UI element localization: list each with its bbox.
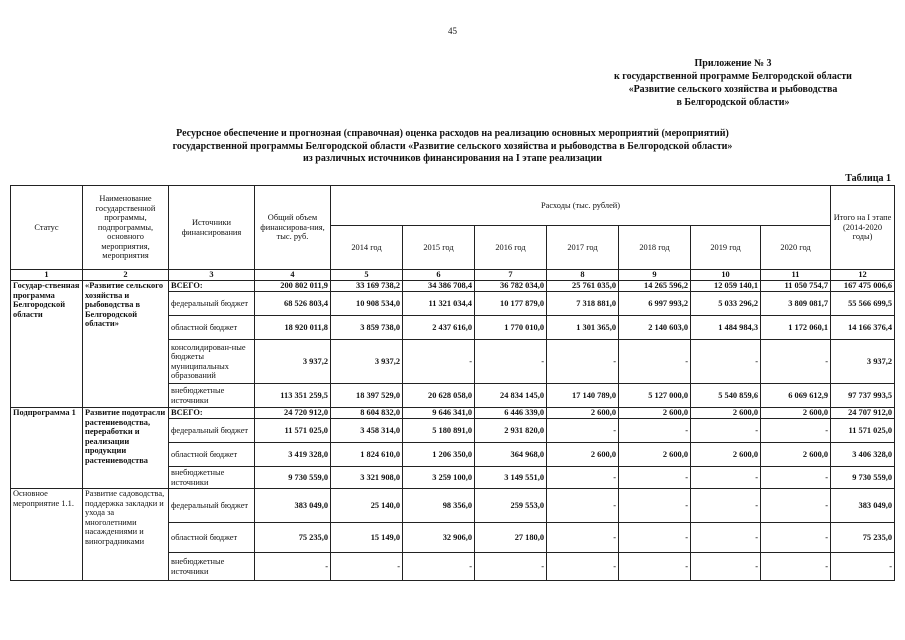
source-cell: федеральный бюджет [169, 292, 255, 316]
appendix-line-3: «Развитие сельского хозяйства и рыбоводства [628, 84, 838, 95]
stage-total-cell: 97 737 993,5 [831, 384, 895, 408]
column-number: 6 [403, 270, 475, 281]
year-value-cell: 17 140 789,0 [547, 384, 619, 408]
year-value-cell: - [619, 523, 691, 553]
year-value-cell: 3 458 314,0 [331, 419, 403, 443]
year-value-cell: 1 824 610,0 [331, 443, 403, 467]
year-value-cell: 1 172 060,1 [761, 316, 831, 340]
header-stage-total: Итого на I этапе (2014-2020 годы) [831, 186, 895, 270]
year-value-cell: 34 386 708,4 [403, 281, 475, 292]
year-value-cell: 10 177 879,0 [475, 292, 547, 316]
title-line-1: Ресурсное обеспечение и прогнозная (справочная) оценка расходов на реализацию основных мероприятий (мероприятий) [176, 128, 729, 139]
year-value-cell: 98 356,0 [403, 489, 475, 523]
total-cell: 383 049,0 [255, 489, 331, 523]
year-value-cell: 8 604 832,0 [331, 408, 403, 419]
table-row [11, 281, 895, 292]
column-number: 12 [831, 270, 895, 281]
year-value-cell: - [761, 467, 831, 489]
year-value-cell: 3 937,2 [331, 340, 403, 384]
table-row [11, 408, 895, 419]
year-value-cell: - [761, 340, 831, 384]
year-value-cell: 2 437 616,0 [403, 316, 475, 340]
page-number: 45 [448, 26, 457, 36]
source-cell: внебюджетные источники [169, 553, 255, 581]
header-year: 2016 год [475, 226, 547, 270]
stage-total-cell: 9 730 559,0 [831, 467, 895, 489]
year-value-cell: - [761, 523, 831, 553]
appendix-heading [583, 57, 883, 109]
year-value-cell: - [619, 340, 691, 384]
year-value-cell: - [547, 523, 619, 553]
total-cell: - [255, 553, 331, 581]
stage-total-cell: 11 571 025,0 [831, 419, 895, 443]
column-number: 7 [475, 270, 547, 281]
stage-total-cell: 24 707 912,0 [831, 408, 895, 419]
source-cell: федеральный бюджет [169, 419, 255, 443]
header-source: Источники финансирования [169, 186, 255, 270]
source-cell: внебюджетные источники [169, 467, 255, 489]
stage-total-cell: 3 937,2 [831, 340, 895, 384]
year-value-cell: - [761, 553, 831, 581]
stage-total-cell: 55 566 699,5 [831, 292, 895, 316]
year-value-cell: 2 600,0 [761, 408, 831, 419]
year-value-cell: 364 968,0 [475, 443, 547, 467]
year-value-cell: 6 997 993,2 [619, 292, 691, 316]
year-value-cell: - [403, 340, 475, 384]
year-value-cell: - [475, 340, 547, 384]
year-value-cell: 2 600,0 [619, 408, 691, 419]
column-number: 5 [331, 270, 403, 281]
year-value-cell: 5 180 891,0 [403, 419, 475, 443]
year-value-cell: 10 908 534,0 [331, 292, 403, 316]
total-cell: 3 419 328,0 [255, 443, 331, 467]
appendix-line-4: в Белгородской области» [676, 97, 790, 108]
year-value-cell: 2 600,0 [547, 443, 619, 467]
source-cell: ВСЕГО: [169, 408, 255, 419]
header-name: Наименование государственной программы, подпрограммы, основного мероприятия, мероприятия [83, 186, 169, 270]
total-cell: 24 720 912,0 [255, 408, 331, 419]
year-value-cell: - [691, 523, 761, 553]
year-value-cell: 3 259 100,0 [403, 467, 475, 489]
year-value-cell: 2 600,0 [761, 443, 831, 467]
year-value-cell: 9 646 341,0 [403, 408, 475, 419]
total-cell: 68 526 803,4 [255, 292, 331, 316]
year-value-cell: 3 859 738,0 [331, 316, 403, 340]
year-value-cell: - [691, 419, 761, 443]
year-value-cell: 14 265 596,2 [619, 281, 691, 292]
year-value-cell: - [547, 340, 619, 384]
appendix-line-2: к государственной программе Белгородской области [614, 71, 852, 82]
title-line-2: государственной программы Белгородской области «Развитие сельского хозяйства и рыбоводства в Белгородской области» [172, 140, 733, 152]
header-year: 2017 год [547, 226, 619, 270]
year-value-cell: - [691, 467, 761, 489]
total-cell: 75 235,0 [255, 523, 331, 553]
year-value-cell: 7 318 881,0 [547, 292, 619, 316]
title-line-3: из различных источников финансирования на I этапе реализации [303, 153, 602, 164]
year-value-cell: - [547, 467, 619, 489]
year-value-cell: 2 600,0 [547, 408, 619, 419]
year-value-cell: - [691, 489, 761, 523]
year-value-cell: 1 770 010,0 [475, 316, 547, 340]
source-cell: областной бюджет [169, 316, 255, 340]
year-value-cell: 1 206 350,0 [403, 443, 475, 467]
year-value-cell: - [403, 553, 475, 581]
column-number: 11 [761, 270, 831, 281]
status-cell: Основное мероприятие 1.1. [11, 489, 83, 581]
year-value-cell: - [619, 489, 691, 523]
header-year: 2019 год [691, 226, 761, 270]
year-value-cell: 36 782 034,0 [475, 281, 547, 292]
source-cell: областной бюджет [169, 523, 255, 553]
year-value-cell: - [547, 553, 619, 581]
year-value-cell: 24 834 145,0 [475, 384, 547, 408]
year-value-cell: 25 761 035,0 [547, 281, 619, 292]
year-value-cell: - [619, 553, 691, 581]
year-value-cell: 33 169 738,2 [331, 281, 403, 292]
year-value-cell: 20 628 058,0 [403, 384, 475, 408]
header-year: 2018 год [619, 226, 691, 270]
appendix-line-1: Приложение № 3 [694, 58, 772, 69]
year-value-cell: 11 321 034,4 [403, 292, 475, 316]
year-value-cell: 259 553,0 [475, 489, 547, 523]
year-value-cell: - [691, 340, 761, 384]
column-number: 3 [169, 270, 255, 281]
year-value-cell: - [475, 553, 547, 581]
total-cell: 9 730 559,0 [255, 467, 331, 489]
year-value-cell: - [331, 553, 403, 581]
stage-total-cell: 75 235,0 [831, 523, 895, 553]
year-value-cell: 1 484 984,3 [691, 316, 761, 340]
column-number: 10 [691, 270, 761, 281]
year-value-cell: 12 059 140,1 [691, 281, 761, 292]
year-value-cell: 5 540 859,6 [691, 384, 761, 408]
stage-total-cell: 167 475 006,6 [831, 281, 895, 292]
resource-table [10, 185, 895, 581]
source-cell: областной бюджет [169, 443, 255, 467]
header-expenses: Расходы (тыс. рублей) [331, 186, 831, 226]
year-value-cell: 2 600,0 [691, 408, 761, 419]
table-label: Таблица 1 [845, 173, 891, 184]
year-value-cell: - [691, 553, 761, 581]
year-value-cell: - [761, 419, 831, 443]
year-value-cell: 2 600,0 [619, 443, 691, 467]
column-number: 1 [11, 270, 83, 281]
year-value-cell: 18 397 529,0 [331, 384, 403, 408]
header-year: 2014 год [331, 226, 403, 270]
header-status: Статус [11, 186, 83, 270]
header-year: 2020 год [761, 226, 831, 270]
year-value-cell: - [619, 419, 691, 443]
year-value-cell: 15 149,0 [331, 523, 403, 553]
year-value-cell: 3 809 081,7 [761, 292, 831, 316]
header-total: Общий объем финансирова-ния, тыс. руб. [255, 186, 331, 270]
year-value-cell: 5 033 296,2 [691, 292, 761, 316]
source-cell: ВСЕГО: [169, 281, 255, 292]
stage-total-cell: 3 406 328,0 [831, 443, 895, 467]
stage-total-cell: 14 166 376,4 [831, 316, 895, 340]
total-cell: 113 351 259,5 [255, 384, 331, 408]
year-value-cell: 27 180,0 [475, 523, 547, 553]
source-cell: консолидирован-ные бюджеты муниципальных образований [169, 340, 255, 384]
column-number: 9 [619, 270, 691, 281]
year-value-cell: 11 050 754,7 [761, 281, 831, 292]
column-number: 2 [83, 270, 169, 281]
year-value-cell: - [761, 489, 831, 523]
year-value-cell: 25 140,0 [331, 489, 403, 523]
column-number: 4 [255, 270, 331, 281]
year-value-cell: 5 127 000,0 [619, 384, 691, 408]
year-value-cell: - [547, 419, 619, 443]
document-title [0, 128, 905, 166]
year-value-cell: 32 906,0 [403, 523, 475, 553]
total-cell: 18 920 011,8 [255, 316, 331, 340]
year-value-cell: 3 321 908,0 [331, 467, 403, 489]
total-cell: 3 937,2 [255, 340, 331, 384]
year-value-cell: - [547, 489, 619, 523]
name-cell: «Развитие сельского хозяйства и рыбоводства в Белгородской области» [83, 281, 169, 408]
table-row [11, 489, 895, 523]
source-cell: федеральный бюджет [169, 489, 255, 523]
year-value-cell: 2 931 820,0 [475, 419, 547, 443]
year-value-cell: 1 301 365,0 [547, 316, 619, 340]
year-value-cell: - [619, 467, 691, 489]
status-cell: Подпрограмма 1 [11, 408, 83, 489]
source-cell: внебюджетные источники [169, 384, 255, 408]
name-cell: Развитие садоводства, поддержка закладки и ухода за многолетними насаждениями и виноградниками [83, 489, 169, 581]
year-value-cell: 3 149 551,0 [475, 467, 547, 489]
stage-total-cell: 383 049,0 [831, 489, 895, 523]
status-cell: Государ-ственная программа Белгородской области [11, 281, 83, 408]
year-value-cell: 2 600,0 [691, 443, 761, 467]
total-cell: 11 571 025,0 [255, 419, 331, 443]
year-value-cell: 6 069 612,9 [761, 384, 831, 408]
total-cell: 200 802 011,9 [255, 281, 331, 292]
stage-total-cell: - [831, 553, 895, 581]
year-value-cell: 6 446 339,0 [475, 408, 547, 419]
name-cell: Развитие подотрасли растениеводства, переработки и реализации продукции растениеводства [83, 408, 169, 489]
column-number: 8 [547, 270, 619, 281]
year-value-cell: 2 140 603,0 [619, 316, 691, 340]
header-year: 2015 год [403, 226, 475, 270]
